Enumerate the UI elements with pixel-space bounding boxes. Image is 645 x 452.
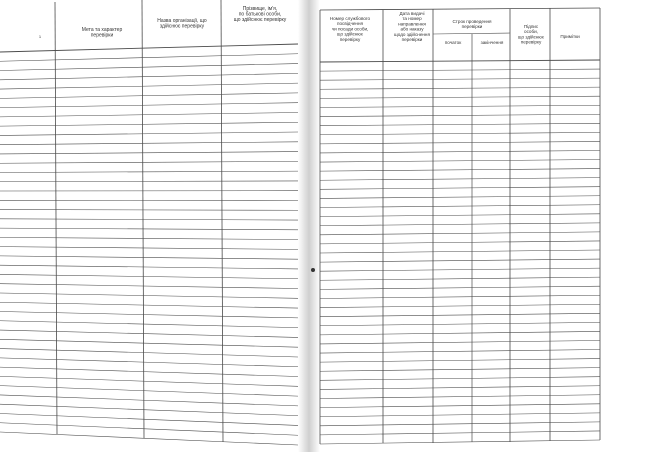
book-gutter xyxy=(298,0,320,452)
right-col3-header: Строк проведення перевірки xyxy=(452,19,492,30)
right-col4-header: Підпис особи, що здійснює перевірку xyxy=(517,24,545,45)
right-col2-header: Дата видачі та номер направлення або наказу щодо здійснення перевірки xyxy=(394,11,430,42)
left-col3-header: Назва організації, що здійснює перевірку xyxy=(157,18,207,30)
left-col2-header: Мета та характер перевірки xyxy=(81,27,123,39)
spine-mark xyxy=(311,268,315,272)
right-col1-header: Номер службового посвідчення чи посади особи, що здійснює перевірку xyxy=(329,16,371,42)
right-col3a-header: початок xyxy=(444,40,462,45)
right-col5-header: Примітки xyxy=(560,34,580,39)
left-col1-header: 1 xyxy=(38,34,42,39)
left-col4-header: Прізвище, ім'я, по батькові особи, що здійснює перевірку xyxy=(233,6,287,24)
right-col3b-header: закінчення xyxy=(480,40,504,45)
